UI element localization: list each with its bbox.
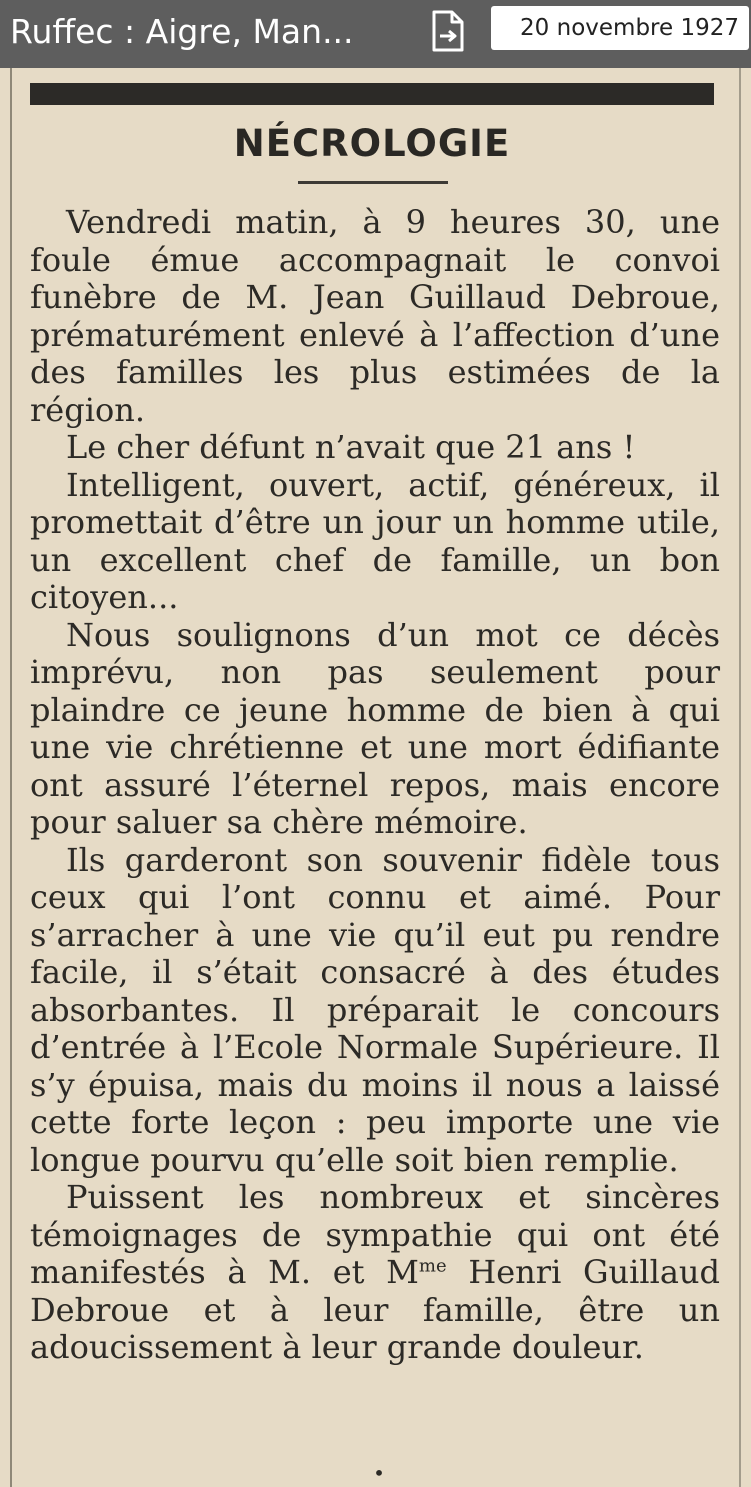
column-rule-right [739,68,741,1487]
document-arrow-icon[interactable] [424,8,470,54]
article-paragraph: Intelligent, ouvert, actif, généreux, il promettait d’être un jour un homme utile, un excellent chef de famille, un bon citoyen... [30,465,720,616]
paragraph-text: Puissent les nombreux et sincères témoignages de sympathie qui ont été manifestés à M. et M [30,1178,720,1291]
article-paragraph: Le cher défunt n’avait que 21 ans ! [66,428,636,466]
abbreviation-superscript: me [418,1255,447,1277]
section-rule [30,83,714,105]
heading-underline [298,181,448,184]
document-title: Ruffec : Aigre, Man... [10,12,354,51]
article-paragraph: Vendredi matin, à 9 heures 30, une foule émue accompagnait le convoi funèbre de M. Jean Guillaud Debroue, prématurément enlevé à l’affection d’une des familles les plus estimées de la région. [30,203,720,429]
column-rule-left [10,68,12,1487]
article-paragraph: Ils garderont son souvenir fidèle tous ceux qui l’ont connu et aimé. Pour s’arracher à une vie qu’il eut pu rendre facile, il s’était consacré à des études absorbantes. Il préparait le concours d’entrée à l’Ecole Normale Supérieure. Il s’y épuisa, mais du moins il nous a laissé cette forte leçon : peu importe une vie longue pourvu qu’elle soit bien remplie. [30,840,720,1179]
article-body [30,204,720,1367]
end-ornament: • [373,1461,385,1485]
paragraph-text: Henri Guillaud Debroue et à leur famille, être un adoucissement à leur grande douleur. [30,1253,721,1366]
issue-date-selector[interactable]: 20 novembre 1927 [491,6,749,50]
article-paragraph [30,1179,720,1367]
article-heading: NÉCROLOGIE [233,122,511,165]
top-toolbar [0,0,751,68]
article-paragraph: Nous soulignons d’un mot ce décès imprévu, non pas seulement pour plaindre ce jeune homme de bien à qui une vie chrétienne et une mort édifiante ont assuré l’éternel repos, mais encore pour saluer sa chère mémoire. [30,615,720,841]
newspaper-page [0,68,751,1487]
